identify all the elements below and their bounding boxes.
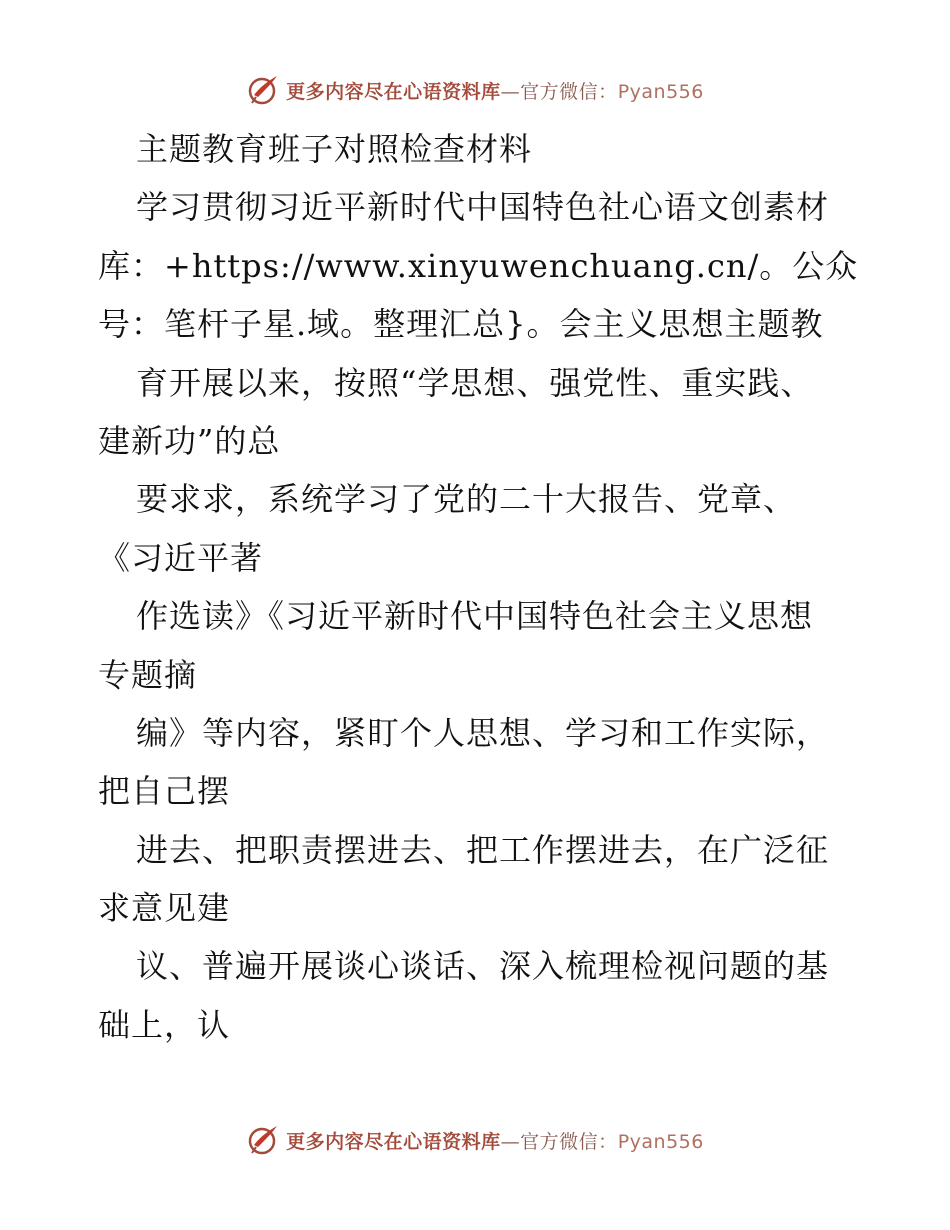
header-banner-text: [286, 77, 704, 104]
document-line: 础上，认: [98, 1005, 231, 1044]
footer-banner-official: 官方微信：: [520, 1130, 618, 1153]
document-line: 议、普遍开展谈心谈话、深入梳理检视问题的基: [136, 947, 830, 986]
document-line: 号：笔杆子星.域。整理汇总}。会主义思想主题教: [98, 305, 824, 344]
footer-banner-sep: —: [500, 1130, 521, 1153]
document-line: 进去、把职责摆进去、把工作摆进去，在广泛征: [136, 830, 830, 869]
header-banner-official: 官方微信：: [520, 80, 618, 103]
footer-banner: [0, 1120, 950, 1160]
footer-banner-main: 更多内容尽在心语资料库: [286, 1130, 501, 1153]
document-body: [98, 120, 858, 1054]
document-line: 作选读》《习近平新时代中国特色社会主义思想: [136, 597, 814, 636]
document-title: 主题教育班子对照检查材料: [136, 130, 533, 168]
header-banner-sep: —: [500, 80, 521, 103]
quill-pen-logo-icon: [246, 73, 280, 107]
document-line: 专题摘: [98, 655, 198, 694]
header-banner-id: Pyan556: [617, 80, 704, 103]
header-banner-main: 更多内容尽在心语资料库: [286, 80, 501, 103]
document-line: 要求求，系统学习了党的二十大报告、党章、: [136, 480, 797, 519]
quill-pen-logo-icon: [246, 1123, 280, 1157]
document-line: 育开展以来，按照“学思想、强党性、重实践、: [136, 363, 814, 402]
document-line: 编》等内容，紧盯个人思想、学习和工作实际，: [136, 713, 830, 752]
header-banner: [0, 70, 950, 110]
document-line: 《习近平著: [98, 538, 264, 577]
document-line: 把自己摆: [98, 772, 231, 811]
footer-banner-text: [286, 1127, 704, 1154]
document-line: 学习贯彻习近平新时代中国特色社心语文创素材: [136, 188, 830, 227]
document-line: 建新功”的总: [98, 421, 281, 460]
document-line: 库：+https://www.xinyuwenchuang.cn/。公众: [98, 246, 859, 285]
footer-banner-id: Pyan556: [617, 1130, 704, 1153]
document-line: 求意见建: [98, 889, 231, 928]
